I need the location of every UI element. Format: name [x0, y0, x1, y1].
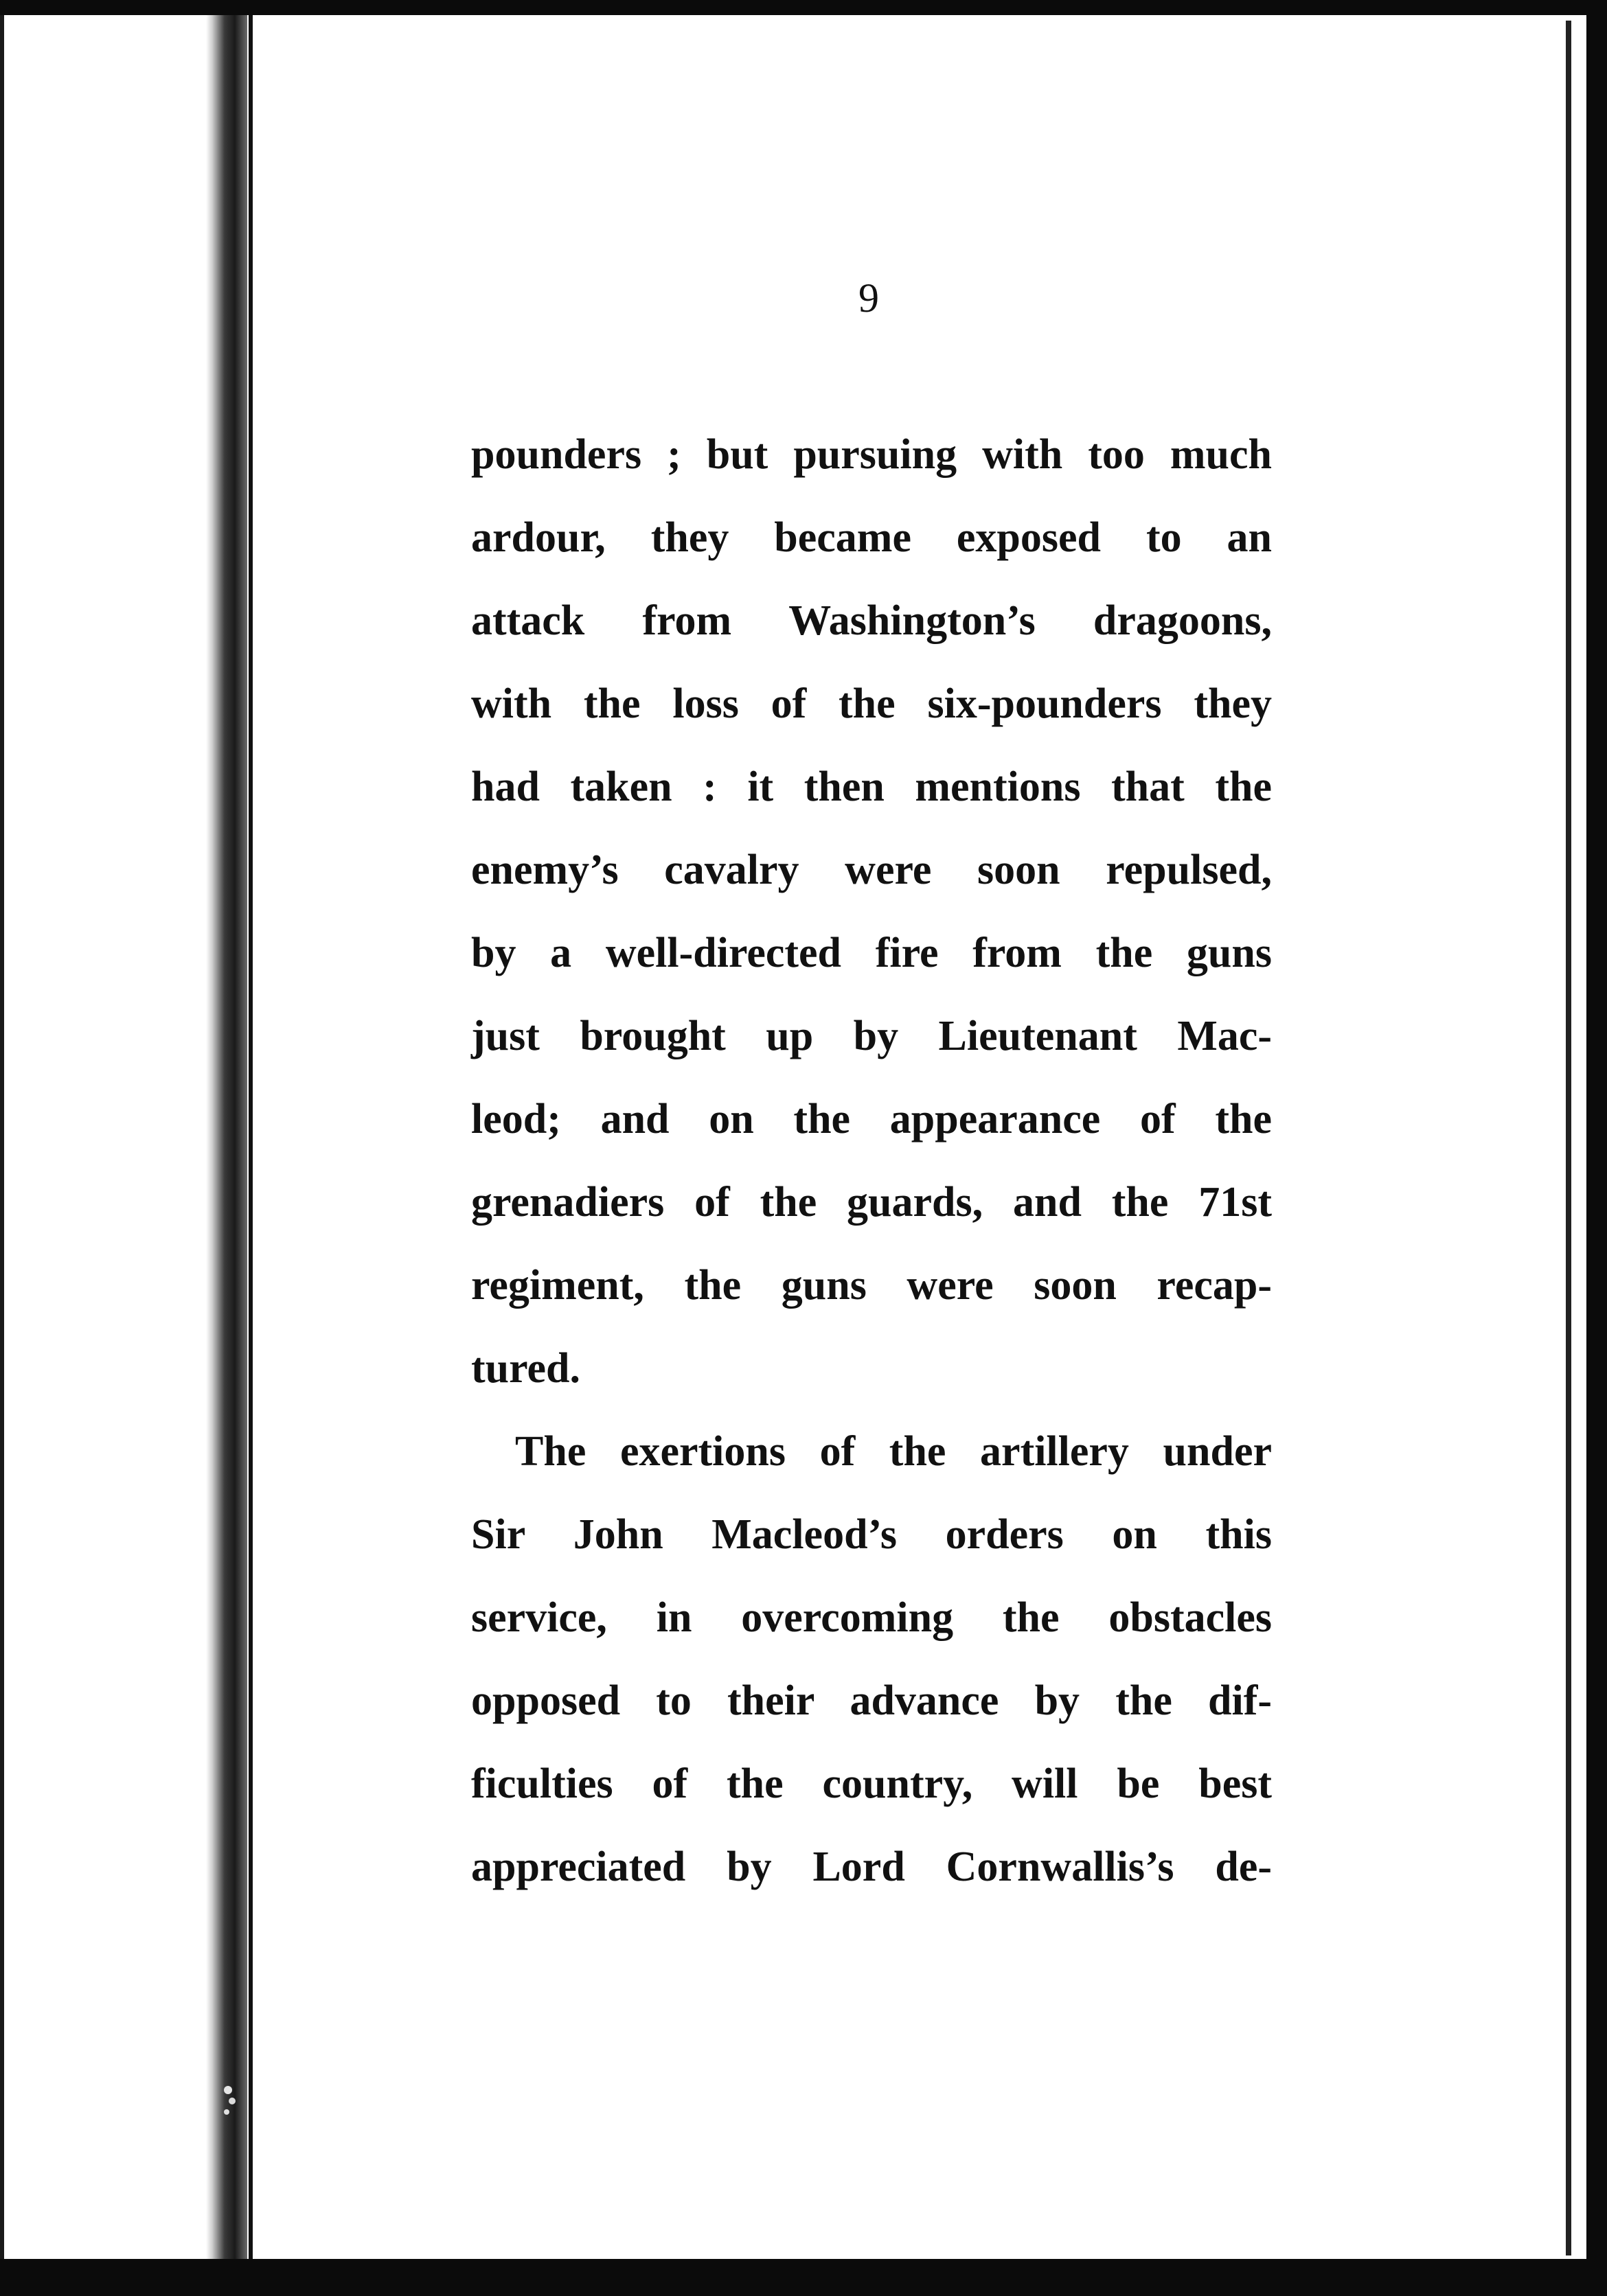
paragraph-2 — [471, 1410, 1272, 1909]
scan-top-border — [0, 0, 1607, 15]
body-text — [471, 413, 1272, 1909]
text-line: enemy’s cavalry were soon repulsed, — [471, 847, 1272, 893]
text-line: Sir John Macleod’s orders on this — [471, 1511, 1272, 1558]
text-line: attack from Washington’s dragoons, — [471, 597, 1272, 644]
text-line: The exertions of the artillery under — [515, 1428, 1272, 1475]
text-line: service, in overcoming the obstacles — [471, 1594, 1272, 1641]
paragraph-1 — [471, 413, 1272, 1410]
scan-left-edge — [0, 0, 4, 2296]
text-line: opposed to their advance by the dif- — [471, 1677, 1272, 1724]
scan-right-border — [1586, 0, 1607, 2296]
text-line: had taken : it then mentions that the — [471, 764, 1272, 810]
text-line: grenadiers of the guards, and the 71st — [471, 1179, 1272, 1226]
page-number: 9 — [858, 275, 879, 321]
text-line: by a well-directed fire from the guns — [471, 930, 1272, 976]
page-right-edge — [1566, 21, 1571, 2255]
text-line: just brought up by Lieutenant Mac- — [471, 1013, 1272, 1059]
text-line: ardour, they became exposed to an — [471, 514, 1272, 561]
text-line: with the loss of the six-pounders they — [471, 680, 1272, 727]
paper-speck-marks — [220, 2080, 240, 2135]
text-line: pounders ; but pursuing with too much — [471, 431, 1272, 478]
text-line: regiment, the guns were soon recap- — [471, 1262, 1272, 1309]
text-line: appreciated by Lord Cornwallis’s de- — [471, 1844, 1272, 1890]
binding-gutter — [206, 15, 247, 2259]
scan-bottom-border — [0, 2259, 1607, 2296]
text-line: tured. — [471, 1345, 581, 1392]
text-line: leod; and on the appearance of the — [471, 1096, 1272, 1143]
text-line: ficulties of the country, will be best — [471, 1760, 1272, 1807]
